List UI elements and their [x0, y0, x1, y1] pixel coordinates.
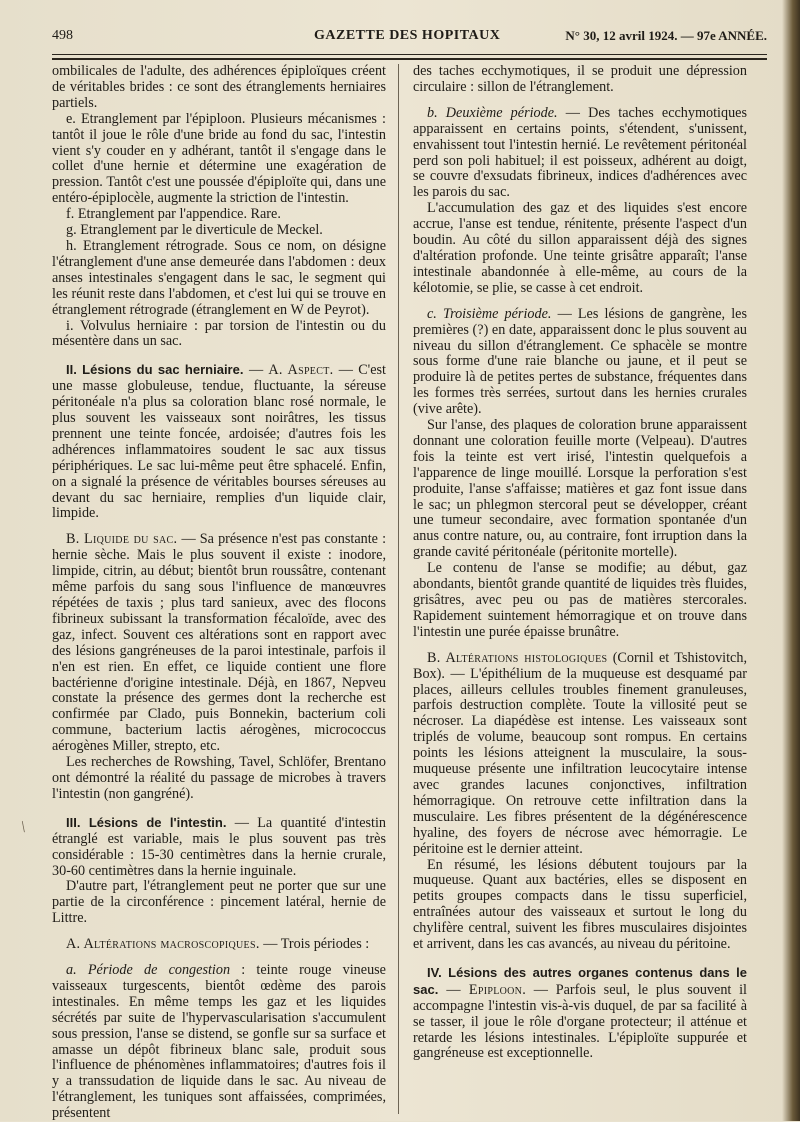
period-label: b. Deuxième période. — [427, 104, 558, 121]
subsection-heading: A. Altérations macroscopiques. — [66, 936, 260, 953]
section-heading: IV. Lésions des autres organes contenus dans le sac. — [413, 964, 747, 997]
subsection-label: — Epiploon. — [438, 981, 527, 998]
section-paragraph — [52, 937, 386, 953]
paragraph: D'autre part, l'étranglement peut ne porter que sur une partie de la circonférence : pincement latéral, hernie de Littre. — [52, 878, 386, 927]
paragraph: ombilicales de l'adulte, des adhérences épiploïques créent de véritables brides : ce sont des étranglements herniaires partiels. — [52, 63, 386, 111]
page-number: 498 — [52, 28, 73, 43]
paragraph: g. Etranglement par le diverticule de Meckel. — [66, 222, 323, 239]
paragraph: Le contenu de l'anse se modifie; au début, gaz abondants, bientôt grande quantité de liquides très fluides, grisâtres, avec peu ou pas de matières stercorales. Rapidement suintement hémorragique et on trouve dans l'intestin une purée épaisse brunâtre. — [413, 560, 747, 640]
paragraph: En résumé, les lésions débutent toujours par la muqueuse. Quant aux bactéries, elles se disposent en petits groupes compacts dans le tissu superficiel, entraînées autour des vaisseaux et surtout le long du chylifère central, suivent les fibres musculaires disjointes et arrivent, dans les cas avancés, au niveau du péritoine. — [413, 856, 747, 953]
paragraph: f. Etranglement par l'appendice. Rare. — [66, 206, 281, 223]
section-text: — Les lésions de gangrène, les premières (?) en date, apparaissent donc le plus souvent au niveau du sillon d'étranglement. Ce sphacèle se montre sous forme d'une raie blanche ou jaune, et il peut se produire là de petites pertes de substance, fréquentes dans les formes très serrées, surtout dans les hernies crurales (vive arête). — [413, 305, 747, 418]
header-rule — [52, 54, 767, 60]
paragraph: Les recherches de Rowshing, Tavel, Schlöfer, Brentano ont démontré la réalité du passage de microbes à travers l'intestin (non gangréné). — [52, 754, 386, 802]
section-text: — Sa présence n'est pas constante : hernie sèche. Mais le plus souvent il existe : inodore, limpide, citrin, au début; bientôt brun roussâtre, contenant même parfois du sang sous l'influence de manœuvres répétées de taxis ; plus tard sanieux, avec des flocons fibrineux subissant la transformation fécaloïde, avec des gaz, infect. Souvent ces altérations sont en rapport avec des lésions gangréneuses de la paroi intestinale, parfois il n'en est rien. En effet, ce liquide contient une flore bactérienne d'origine intestinale. Déjà, en 1867, Nepveu constate la présence des germes dont la recherche est confirmée par Clado, puis Bonnekin, bacterium coli commune, bacterium lactis aérogènes, micrococcus aérogènes Miller, strepto, etc. — [52, 531, 387, 755]
section-text: — Des taches ecchymotiques apparaissent en certains points, s'étendent, s'unissent, envahissent tout l'intestin hernié. Le revêtement péritonéal perd son poli habituel; il est poisseux, adhérent au doigt, se couvre d'exsudats fibrineux, indices d'adhérences avec les parois du sac. — [413, 104, 747, 201]
section-heading: III. Lésions de l'intestin. — [66, 814, 227, 830]
page-binding-edge — [782, 0, 800, 1121]
section-text: — Parfois seul, le plus souvent il accompagne l'intestin vis-à-vis duquel, de par sa facilité à se tasser, il joue le rôle d'organe protecteur; il atténue et retarde les lésions intestinales. L'épiploïte suppurée et gangréneuse est exceptionnelle. — [413, 981, 747, 1062]
section-text: — Trois périodes : — [259, 936, 370, 953]
column-divider — [398, 64, 399, 1114]
paragraph: Sur l'anse, des plaques de coloration brune apparaissent donnant une coloration feuille morte (Velpeau). D'autres fois la teinte est vert irisé, l'intestin quelquefois a l'apparence de linge mouillé. Lorsque la perforation s'est produite, l'anse s'affaisse; matières et gaz font issue dans le sac; un phlegmon stercoral peut se développer, créant une tumeur secondaire, avec formation spontanée d'un anus contre nature, ou, au contraire, font irruption dans la grande cavité péritonéale (péritonite mortelle). — [413, 417, 747, 561]
subsection-heading: B. Altérations histologiques — [427, 649, 608, 666]
page-header — [52, 28, 767, 50]
right-column — [413, 64, 747, 1062]
section-paragraph — [52, 532, 386, 755]
subsection-heading: B. Liquide du sac. — [66, 531, 178, 548]
section-paragraph — [413, 106, 747, 201]
period-label: c. Troisième période. — [427, 305, 552, 322]
section-text: (Cornil et Tshistovitch, Box). — L'épithélium de la muqueuse est desquamé par places, ailleurs cellules troubles finement granuleuses, parfois destruction complète. Toute la villosité peut se nécroser. La diapédèse est intense. Les vaisseaux sont triplés de volume, beaucoup sont rompus. En certains points les lésions atteignent la musculaire, la sous-muqueuse présente une infiltration leucocytaire intense avec grandes lacunes conjonctives, infiltration hémorragique. On retrouve cette infiltration dans la musculaire. Les fibres présentent de la dégénérescence hyaline, des foyers de nécrose avec hémorragie. Le péritoine est le dernier atteint. — [413, 649, 747, 857]
section-paragraph — [52, 963, 386, 1122]
issue-info: N° 30, 12 avril 1924. — 97e ANNÉE. — [565, 28, 767, 43]
section-text: — La quantité d'intestin étranglé est variable, mais le plus souvent pas très considérable : 15-30 centimètres dans la hernie crurale, 30-60 centimètres dans la hernie inguinale. — [52, 814, 386, 879]
paragraph: h. Etranglement rétrograde. Sous ce nom, on désigne l'étranglement d'une anse demeurée dans l'abdomen : deux anses intestinales s'engagent dans le sac, le segment qui les réunit reste dans l'abdomen, et c'est lui qui se trouve en étranglement rétrograde (étranglement en W de Peyrot). — [52, 237, 386, 318]
paragraph: L'accumulation des gaz et des liquides s'est encore accrue, l'anse est tendue, rénitente, présente l'aspect d'un boudin. Au côté du sillon apparaissent déjà des signes d'altération profonde. Une teinte grisâtre apparaît; l'anse intestinale abandonnée à elle-même, au cours de la kélotomie, se plie, se casse à cet endroit. — [413, 200, 747, 296]
period-label: a. Période de congestion — [66, 962, 231, 979]
pencil-mark-icon: / — [17, 818, 30, 836]
left-column — [52, 64, 386, 1122]
section-text: — C'est une masse globuleuse, tendue, fluctuante, la séreuse péritonéale n'a plus sa coloration blanc rosé normale, le plus souvent les vaisseaux sont noirâtres, les tissus prennent une teinte foncée, ardoisée; d'autres fois les adhérences inflammatoires soudent le sac aux tissus périphériques. Le sac lui-même peut être sphacelé. Enfin, on a signalé la présence de véritables bourses séreuses au devant du sac herniaire, remplies d'un liquide clair, limpide. — [52, 362, 386, 522]
subsection-label: — A. Aspect. — [243, 362, 334, 379]
paragraph: des taches ecchymotiques, il se produit une dépression circulaire : sillon de l'étranglement. — [413, 63, 747, 95]
section-paragraph — [52, 362, 386, 522]
journal-title: GAZETTE DES HOPITAUX — [314, 28, 501, 43]
paragraph: e. Etranglement par l'épiploon. Plusieurs mécanismes : tantôt il joue le rôle d'une bride au fond du sac, l'intestin vient s'y couder en y adhérant, tantôt il s'engage dans le collet d'une hernie et détermine une exagération de pression. Tantôt c'est une poussée d'épiploïte qui, dans une entéro-épiplocèle, augmente la striction de l'intestin. — [52, 110, 386, 207]
section-paragraph — [52, 815, 386, 880]
section-heading: II. Lésions du sac herniaire. — [66, 362, 244, 378]
section-paragraph — [413, 965, 747, 1062]
section-paragraph — [413, 651, 747, 858]
section-paragraph — [413, 307, 747, 418]
section-text: : teinte rouge vineuse vaisseaux turgescents, bientôt œdème des parois intestinales. En même temps les gaz et les liquides sécrétés par suite de l'hypervascularisation s'accumulent sous pression, l'anse se distend, se gonfle sur sa surface et amasse un dépôt fibrineux blanc sale, produit sous l'influence de phénomènes inflammatoires; d'autres fois il y a transsudation de liquide dans le sac. Au niveau de l'étranglement, les tuniques sont affaissées, comprimées, présentent — [52, 962, 386, 1122]
paragraph: i. Volvulus herniaire : par torsion de l'intestin ou du mésentère dans un sac. — [52, 317, 386, 350]
